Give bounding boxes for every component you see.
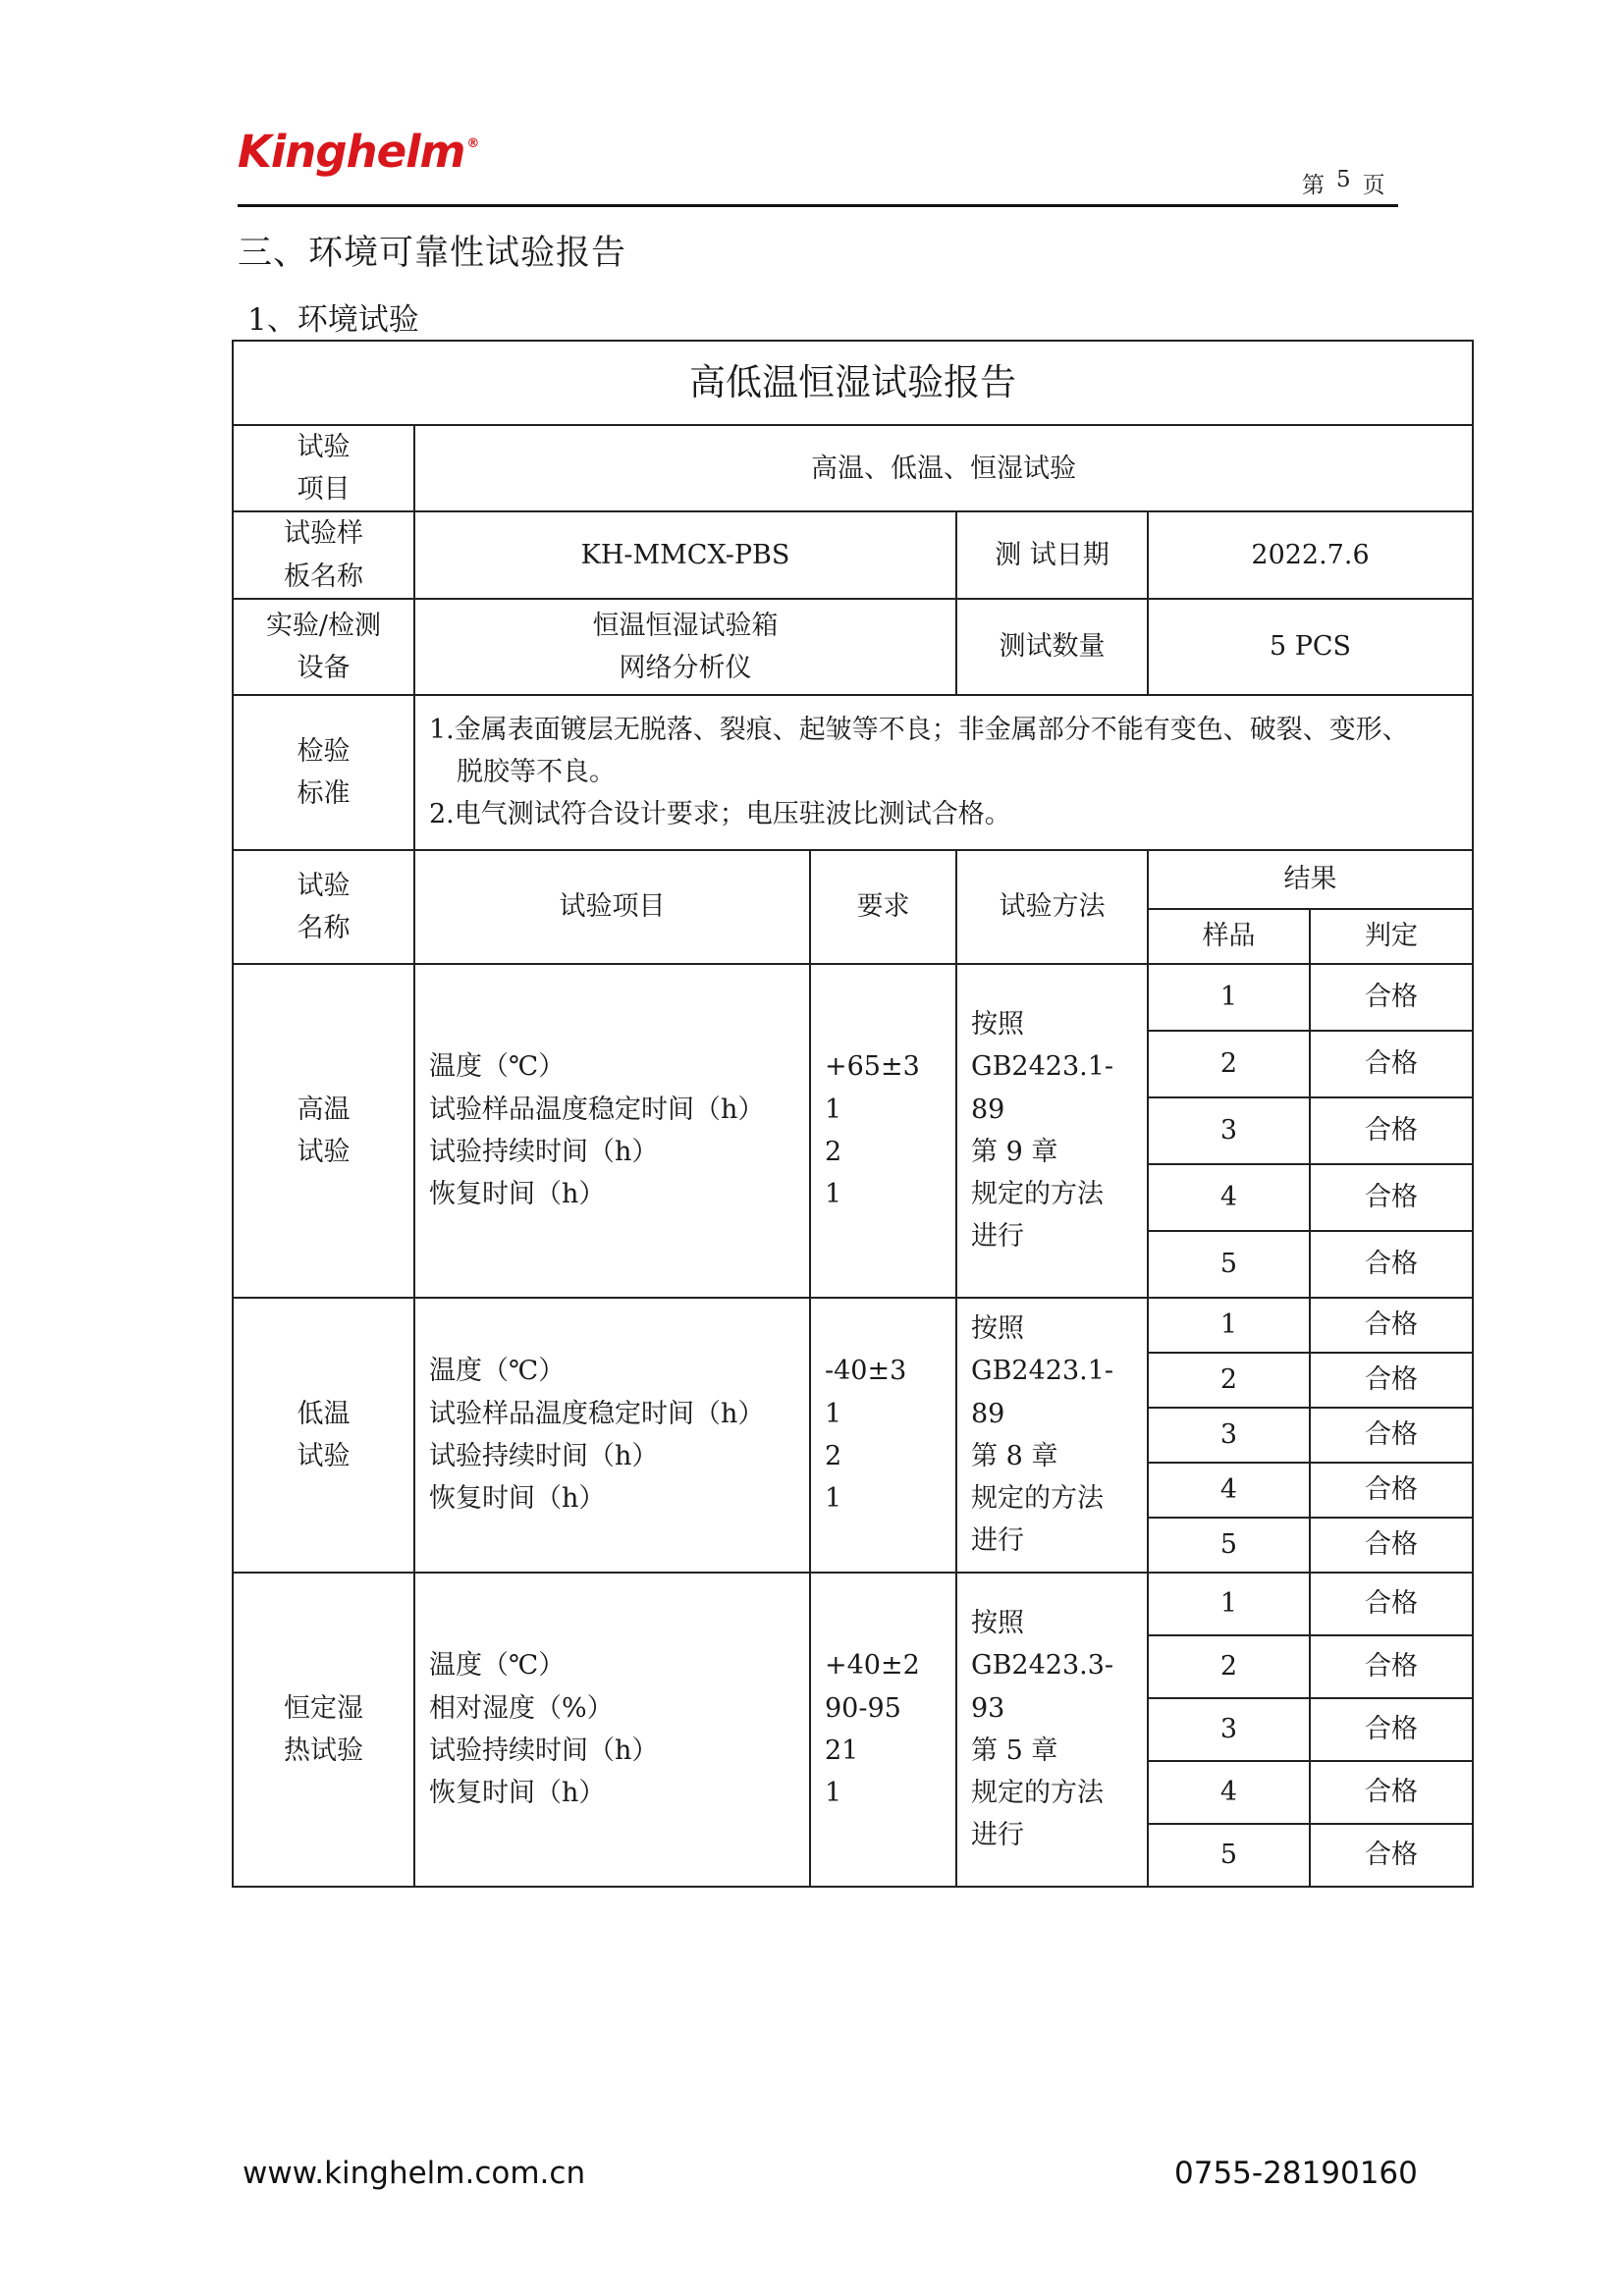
- test-name: 高温 试验: [233, 964, 414, 1298]
- registered-mark: ®: [466, 136, 479, 151]
- test-items: 温度（℃） 试验样品温度稳定时间（h） 试验持续时间（h） 恢复时间（h）: [414, 1298, 810, 1573]
- result-sample: 5: [1148, 1824, 1310, 1887]
- test-method: 按照 GB2423.1-89 第 9 章 规定的方法 进行: [956, 964, 1148, 1298]
- result-judgement: 合格: [1310, 1097, 1473, 1164]
- result-sample: 2: [1148, 1031, 1310, 1097]
- table-row: [233, 964, 1473, 1031]
- standard-text: [414, 695, 1473, 850]
- result-judgement: 合格: [1310, 1824, 1473, 1887]
- result-judgement: 合格: [1310, 1518, 1473, 1573]
- sample-name-label: 试验样 板名称: [233, 511, 414, 598]
- page-number: [1302, 167, 1385, 199]
- column-header-result: 结果: [1148, 850, 1473, 909]
- result-judgement: 合格: [1310, 1031, 1473, 1097]
- result-judgement: 合格: [1310, 1761, 1473, 1824]
- test-requirements: +40±2 90-95 21 1: [810, 1573, 956, 1887]
- result-judgement: 合格: [1310, 964, 1473, 1031]
- test-name: 恒定湿 热试验: [233, 1573, 414, 1887]
- result-judgement: 合格: [1310, 1698, 1473, 1761]
- result-sample: 3: [1148, 1097, 1310, 1164]
- equipment-value: 恒温恒湿试验箱 网络分析仪: [414, 599, 956, 695]
- test-date-label: 测 试日期: [956, 511, 1148, 598]
- result-judgement: 合格: [1310, 1463, 1473, 1518]
- header-divider: [238, 204, 1398, 207]
- report-table: [232, 340, 1474, 1888]
- test-item-value: 高温、低温、恒湿试验: [414, 425, 1473, 511]
- table-row: [233, 1298, 1473, 1353]
- result-sample: 5: [1148, 1231, 1310, 1298]
- column-header-sample: 样品: [1148, 909, 1310, 964]
- kinghelm-logo: [238, 126, 478, 178]
- result-sample: 4: [1148, 1761, 1310, 1824]
- test-method: 按照 GB2423.1-89 第 8 章 规定的方法 进行: [956, 1298, 1148, 1573]
- column-header-method: 试验方法: [956, 850, 1148, 964]
- standard-label: 检验 标准: [233, 695, 414, 850]
- quantity-label: 测试数量: [956, 599, 1148, 695]
- footer-phone: 0755-28190160: [1174, 2156, 1418, 2191]
- column-header-judgement: 判定: [1310, 909, 1473, 964]
- result-judgement: 合格: [1310, 1298, 1473, 1353]
- table-row: [233, 1573, 1473, 1635]
- test-item-label: 试验 项目: [233, 425, 414, 511]
- page-prefix: 第: [1302, 173, 1325, 198]
- sample-name-value: KH-MMCX-PBS: [414, 511, 956, 598]
- report-title: 高低温恒湿试验报告: [233, 341, 1473, 425]
- result-sample: 5: [1148, 1518, 1310, 1573]
- test-items: 温度（℃） 试验样品温度稳定时间（h） 试验持续时间（h） 恢复时间（h）: [414, 964, 810, 1298]
- result-judgement: 合格: [1310, 1164, 1473, 1231]
- standard-line-1: 1.金属表面镀层无脱落、裂痕、起皱等不良；非金属部分不能有变色、破裂、变形、: [429, 714, 1409, 745]
- test-items: 温度（℃） 相对湿度（%） 试验持续时间（h） 恢复时间（h）: [414, 1573, 810, 1887]
- result-sample: 3: [1148, 1698, 1310, 1761]
- page-number-value: 5: [1336, 167, 1351, 192]
- result-sample: 1: [1148, 1573, 1310, 1635]
- result-sample: 1: [1148, 964, 1310, 1031]
- test-requirements: -40±3 1 2 1: [810, 1298, 956, 1573]
- test-date-value: 2022.7.6: [1148, 511, 1473, 598]
- result-sample: 4: [1148, 1463, 1310, 1518]
- test-requirements: +65±3 1 2 1: [810, 964, 956, 1298]
- result-sample: 2: [1148, 1635, 1310, 1698]
- test-method: 按照 GB2423.3-93 第 5 章 规定的方法 进行: [956, 1573, 1148, 1887]
- result-sample: 4: [1148, 1164, 1310, 1231]
- column-header-test-name: 试验 名称: [233, 850, 414, 964]
- footer-website: www.kinghelm.com.cn: [243, 2156, 586, 2191]
- result-sample: 2: [1148, 1353, 1310, 1408]
- column-header-test-item: 试验项目: [414, 850, 810, 964]
- result-judgement: 合格: [1310, 1231, 1473, 1298]
- result-judgement: 合格: [1310, 1408, 1473, 1463]
- sub-title: 1、环境试验: [247, 302, 419, 338]
- test-name: 低温 试验: [233, 1298, 414, 1573]
- result-judgement: 合格: [1310, 1635, 1473, 1698]
- standard-line-2: 2.电气测试符合设计要求；电压驻波比测试合格。: [429, 799, 1011, 830]
- result-judgement: 合格: [1310, 1573, 1473, 1635]
- column-header-requirement: 要求: [810, 850, 956, 964]
- quantity-value: 5 PCS: [1148, 599, 1473, 695]
- result-judgement: 合格: [1310, 1353, 1473, 1408]
- standard-line-1-continued: 脱胶等不良。: [457, 757, 616, 788]
- logo-text: Kinghelm: [238, 126, 465, 178]
- equipment-label: 实验/检测 设备: [233, 599, 414, 695]
- section-title: 三、环境可靠性试验报告: [238, 234, 627, 273]
- result-sample: 3: [1148, 1408, 1310, 1463]
- page-suffix: 页: [1362, 173, 1385, 198]
- result-sample: 1: [1148, 1298, 1310, 1353]
